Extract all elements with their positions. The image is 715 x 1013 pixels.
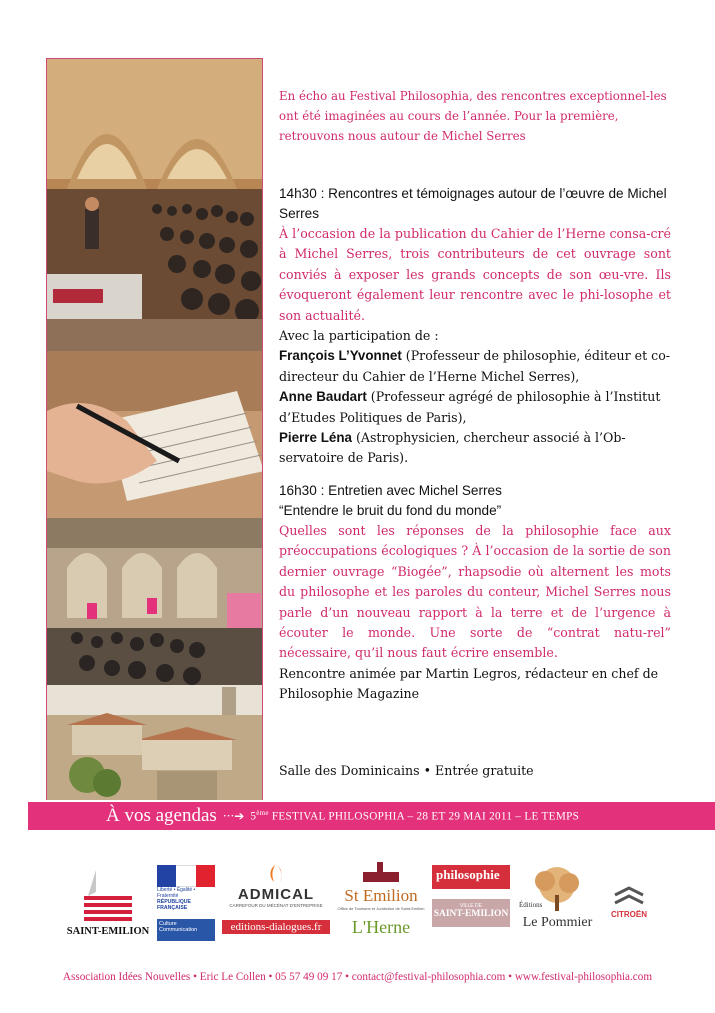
section-gap: [279, 469, 671, 481]
edition-superscript: ème: [256, 809, 269, 818]
ville-saint-emilion-label: SAINT-EMILION: [433, 909, 509, 919]
liberte-label: Liberté • Égalité • Fraternité: [157, 887, 196, 899]
logo-saint-emilion: [66, 866, 150, 940]
participant-2-name: Anne Baudart: [279, 389, 367, 405]
photo-cloister-audience: [47, 518, 262, 685]
philosophie-label: philosophie: [432, 865, 510, 889]
culture-communication-label: Culture Communication: [157, 919, 215, 941]
logo-citroen: [604, 886, 654, 926]
logo-st-emilion-office: [337, 862, 425, 946]
participant-2: [279, 387, 671, 428]
logo-philosophie-magazine: [432, 865, 510, 945]
main-content: [279, 86, 671, 705]
photo-village-view: [47, 685, 262, 800]
admical-sub: CARREFOUR DU MÉCÉNAT D'ENTREPRISE: [229, 903, 323, 908]
venue-text: Salle des Dominicains • Entrée gratuite: [279, 763, 534, 778]
citroen-label: CITROËN: [611, 910, 647, 919]
participant-2-desc: (Professeur agrégé de philosophie à l’Institut d’Etudes Politiques de Paris),: [279, 389, 661, 425]
moderator-text: Rencontre animée par Martin Legros, rédacteur en chef de Philosophie Magazine: [279, 665, 659, 702]
participant-1-name: François L’Yvonnet: [279, 348, 402, 364]
st-emilion-label: St Emilion: [344, 886, 418, 905]
tricolor-flag-icon: [157, 865, 215, 887]
citroen-chevron-icon: [609, 886, 649, 906]
participation-label: Avec la participation de :: [279, 328, 439, 344]
footer-contact: Association Idées Nouvelles • Eric Le Collen • 05 57 49 09 17 • contact@festival-philosophia.com • www.festival-philosophia.com: [62, 971, 653, 983]
festival-text: FESTIVAL PHILOSOPHIA – 28 ET 29 MAI 2011 – LE TEMPS: [268, 810, 580, 823]
edition-number: 5: [250, 810, 257, 823]
admical-label: ADMICAL: [237, 886, 315, 903]
participant-3-desc: (Astrophysicien, chercheur associé à l’Ob-servatoire de Paris).: [279, 430, 626, 466]
admical-flame-icon: [266, 864, 286, 882]
st-emilion-sub: Office de Tourisme et Juridiction de Saint-Emilion: [337, 906, 425, 911]
photo-column: [46, 58, 263, 800]
logo-admical: [222, 864, 330, 944]
st-emilion-church-icon: [361, 862, 401, 882]
ville-label: VILLE DE: [460, 903, 482, 909]
le-pommier-label: Le Pommier: [522, 915, 593, 930]
agenda-label: À vos agendas: [106, 805, 217, 826]
participant-3-name: Pierre Léna: [279, 430, 352, 446]
intro-text: En écho au Festival Philosophia, des rencontres exceptionnel-les ont été imaginées au cours de l’année. Pour la première, retrouvons nous autour de Michel Serres: [279, 89, 667, 143]
sponsor-logos: [0, 860, 715, 950]
participant-1-desc: (Professeur de philosophie, éditeur et co-directeur du Cahier de l’Herne Michel Serres),: [279, 348, 671, 384]
philosophie-sub: MAGAZINE: [468, 881, 495, 887]
saint-emilion-label: SAINT-EMILION: [66, 926, 150, 937]
festival-dates: [250, 809, 579, 823]
arrow-icon: ···➔: [222, 809, 245, 823]
editions-small-label: Éditions: [519, 901, 543, 909]
editions-dialogues-label: editions-dialogues.fr: [222, 920, 330, 934]
agenda-banner: [28, 802, 715, 830]
section2-body: Quelles sont les réponses de la philosophie face aux préoccupations écologiques ? À l’occasion de la sortie de son dernier ouvrage “Biogée”, rhapsodie où alternent les mots du philosophe et les paroles du conteur, Michel Serres nous parle d’un nouveau rapport à la terre et de l’urgence à écouter le monde. Une sorte de “contrat natu-rel” nécessaire, qu’il nous faut écrire ensemble.: [279, 522, 671, 661]
ville-saint-emilion-box: [432, 899, 510, 927]
section1-title: 14h30 : Rencontres et témoignages autour de l’œuvre de Michel Serres: [279, 186, 667, 221]
republique-label: RÉPUBLIQUE FRANÇAISE: [157, 899, 192, 911]
saint-emilion-emblem-icon: [66, 866, 150, 922]
photo-writing-hand: [47, 351, 262, 518]
section2-subtitle: “Entendre le bruit du fond du monde”: [279, 502, 502, 518]
participant-1: [279, 346, 671, 387]
photo-lecture-hall: [47, 59, 262, 351]
logo-le-pommier: [515, 865, 600, 945]
lherne-label: L'Herne: [351, 917, 411, 937]
section1-body: À l’occasion de la publication du Cahier de l’Herne consa-cré à Michel Serres, trois contributeurs de cet ouvrage sont conviés à exposer les grands concepts de son œu-vre. Ils évoqueront également leur rencontre avec le phi-losophe et son actualité.: [279, 226, 671, 323]
logo-republique: [157, 865, 217, 945]
section2-title: 16h30 : Entretien avec Michel Serres: [279, 482, 502, 498]
participant-3: [279, 428, 671, 469]
